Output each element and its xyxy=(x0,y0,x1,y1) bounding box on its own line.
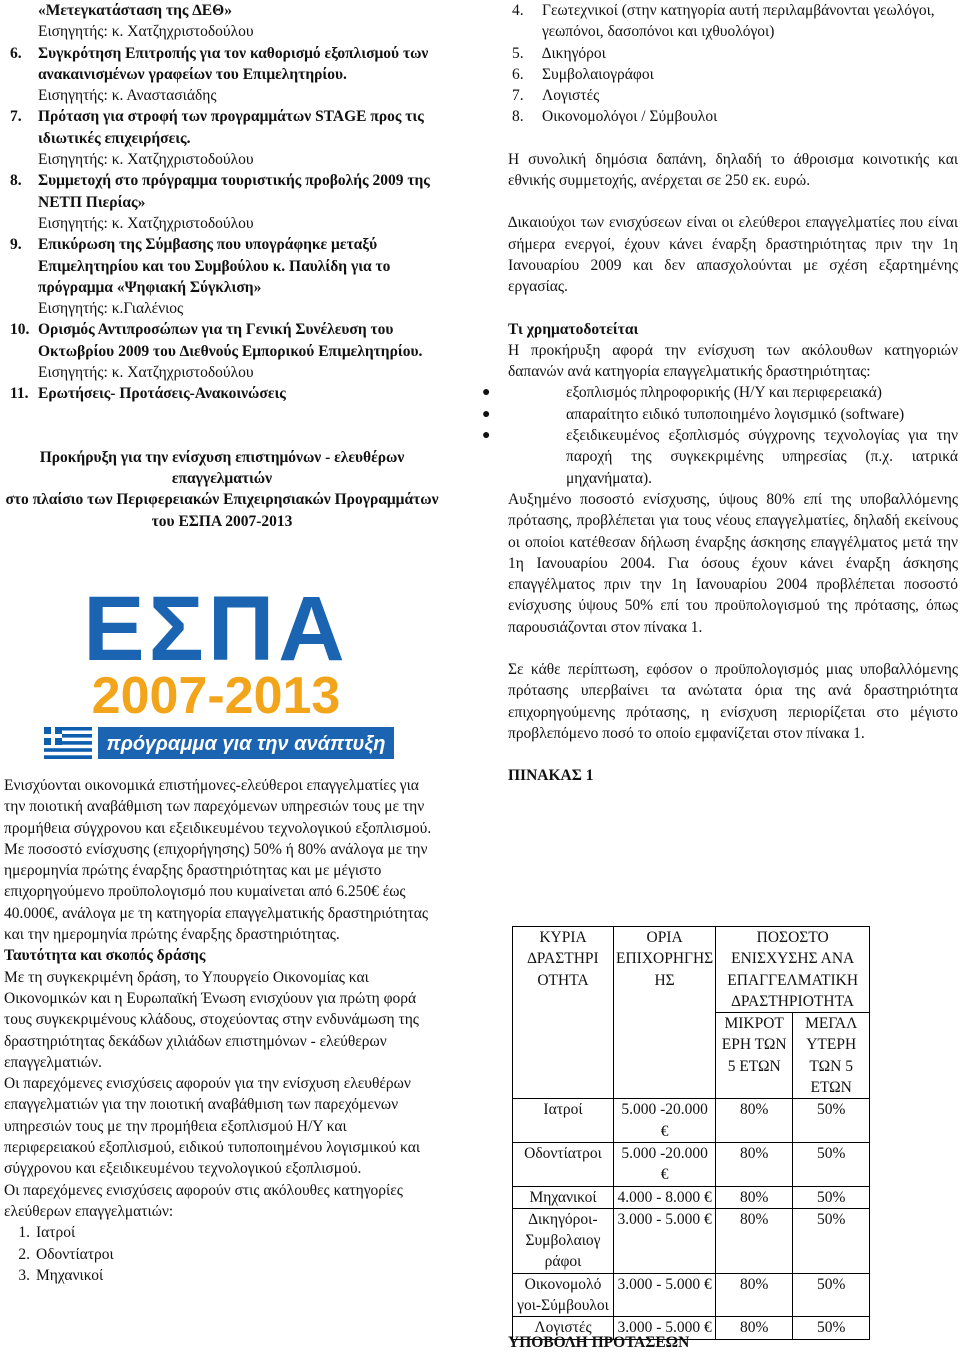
agenda-item xyxy=(4,383,440,404)
category-item xyxy=(4,1265,440,1286)
cell-young: 80% xyxy=(716,1317,793,1339)
right-column xyxy=(482,0,958,787)
category-item xyxy=(508,85,958,106)
greek-flag-icon xyxy=(44,727,92,759)
cell-old: 50% xyxy=(793,1142,870,1186)
cell-limit: 5.000 -20.000 € xyxy=(614,1142,716,1186)
category-label: Μηχανικοί xyxy=(36,1266,104,1284)
table-row xyxy=(513,1208,870,1273)
body-paragraph-4: Οι παρεχόμενες ενισχύσεις αφορούν στις ακόλουθες κατηγορίες ελεύθερων επαγγελματιών: xyxy=(4,1181,403,1220)
agenda-title: Συμμετοχή στο πρόγραμμα τουριστικής προβολής 2009 της ΝΕΤΠ Πιερίας» xyxy=(38,172,430,211)
agenda-item xyxy=(4,106,440,170)
logo-slogan-text: πρόγραμμα για την ανάπτυξη xyxy=(106,733,386,755)
agenda-number: 7. xyxy=(10,108,22,126)
cell-activity: Μηχανικοί xyxy=(513,1186,614,1208)
body-paragraph-2: Με τη συγκεκριμένη δράση, το Υπουργείο Οικονομίας και Οικονομικών και η Ευρωπαϊκή Ένωση ενισχύουν για πρώτη φορά τους συγκεκριμένους κλάδους, στοχεύοντας στην ενδυνάμωση της δραστηριότητας δεκάδων χιλιάδων επιστημόνων - ελεύθερων επαγγελματιών. xyxy=(4,968,419,1071)
bullet-item xyxy=(482,404,958,425)
cell-young: 80% xyxy=(716,1208,793,1273)
category-number: 8. xyxy=(512,108,524,126)
espa-logo xyxy=(36,582,396,762)
beneficiaries-paragraph: ∆ικαιούχοι των ενισχύσεων είναι οι ελεύθεροι επαγγελματίες που είναι σήμερα ενεργοί, έχουν κάνει έναρξη δραστηριότητας πριν την 1η Ιανουαρίου 2009 και δεν απασχολούνται με σχέση εξαρτημένης εργασίας. xyxy=(508,214,958,296)
headline-secondary: στο πλαίσιο των Περιφερειακών Επιχειρησιακών Προγραμμάτων του ΕΣΠΑ 2007-2013 xyxy=(5,491,439,530)
agenda-number: 11. xyxy=(10,385,29,403)
category-number: 6. xyxy=(512,65,524,83)
espa-logo-graphic xyxy=(36,582,396,762)
cell-young: 80% xyxy=(716,1186,793,1208)
cell-activity: Οικονομολό γοι-Σύμβουλοι xyxy=(513,1273,614,1317)
agenda-item xyxy=(4,170,440,234)
cell-old: 50% xyxy=(793,1273,870,1317)
cell-activity: ∆ικηγόροι-Συμβολαιογ ράφοι xyxy=(513,1208,614,1273)
category-label: Συμβολαιογράφοι xyxy=(542,65,654,83)
agenda-rapporteur: Εισηγητής: κ. Χατζηχριστοδούλου xyxy=(38,214,254,232)
bullet-icon: ● xyxy=(482,428,491,444)
agenda-item xyxy=(4,43,440,107)
footer-title: ΥΠΟΒΟΛΗ ΠΡΟΤΑΣΕΩΝ xyxy=(508,1334,690,1351)
cell-limit: 3.000 - 5.000 € xyxy=(614,1208,716,1273)
category-number: 2. xyxy=(18,1245,30,1263)
bullet-item xyxy=(482,425,958,489)
category-label: Ιατροί xyxy=(36,1224,76,1242)
budget-paragraph: Η συνολική δημόσια δαπάνη, δηλαδή το άθροισμα κοινοτικής και εθνικής συμμετοχής, ανέρχεται σε 250 εκ. ευρώ. xyxy=(508,150,958,190)
cell-young: 80% xyxy=(716,1142,793,1186)
agenda-rapporteur: Εισηγητής: κ. Χατζηχριστοδούλου xyxy=(38,364,254,382)
any-case-paragraph: Σε κάθε περίπτωση, εφόσον ο προϋπολογισμός μιας υποβαλλόμενης πρότασης υπερβαίνει τα ανώτατα όρια της ανά δραστηριότητα επιχορηγούμενης πρότασης, η ενίσχυση περιορίζεται στο μέγιστο προβλεπόμενο ποσό το οποίο εμφανίζεται στον πίνακα 1. xyxy=(508,661,958,742)
section-title: Ταυτότητα και σκοπός δράσης xyxy=(4,947,206,965)
agenda-number: 6. xyxy=(10,44,22,62)
agenda-item xyxy=(4,319,440,383)
header-small: ΜΙΚΡΟΤ ΕΡΗ ΤΩΝ 5 ΕΤΩΝ xyxy=(716,1013,793,1099)
increased-paragraph: Αυξημένο ποσοστό ενίσχυσης, ύψους 80% επί της υποβαλλόμενης πρότασης, προβλέπεται για τους νέους επαγγελματίες, δηλαδή εκείνους οι οποίοι κατέθεσαν δήλωση έναρξης άσκησης επαγγέλματος μετά την 1η Ιανουαρίου 2004. Για όσους έχουν κάνει έναρξη άσκησης επαγγέλματος πριν την 1η Ιανουαρίου 2004 προβλέπεται ποσοστό ενίσχυσης ύψους 50% επί του προϋπολογισμού της πρότασης, όπως παρουσιάζονται στον πίνακα 1. xyxy=(508,490,958,636)
body-paragraph-1: Ενισχύονται οικονομικά επιστήμονες-ελεύθεροι επαγγελματίες για την ποιοτική αναβάθμιση των παρεχόμενων υπηρεσιών τους με την προμήθεια σύγχρονου και εξειδικευμένου τεχνολογικού εξοπλισμού. Με ποσοστό ενίσχυσης (επιχορήγησης) 50% ή 80% ανάλογα με την ημερομηνία πρώτης έναρξης δραστηριότητας και με μέγιστο επιχορηγούμενο προϋπολογισμό που κυμαίνεται από 6.250€ έως 40.000€, ανάλογα με τη κατηγορία επαγγελματικής δραστηριότητας και την ημερομηνία πρώτης έναρξης δραστηριότητας. xyxy=(4,777,432,944)
category-number: 4. xyxy=(512,2,524,19)
category-number: 7. xyxy=(512,87,524,105)
cell-old: 50% xyxy=(793,1317,870,1339)
category-number: 1. xyxy=(18,1224,30,1242)
agenda-number: 8. xyxy=(10,172,22,190)
agenda-title: Επικύρωση της Σύμβασης που υπογράφηκε μεταξύ Επιμελητηρίου και του Συμβούλου κ. Παυλίδη για το πρόγραμμα «Ψηφιακή Σύγκλιση» xyxy=(38,236,391,296)
logo-years-text: 2007-2013 xyxy=(91,667,341,725)
agenda-number: 10. xyxy=(10,321,30,339)
category-label: ∆ικηγόροι xyxy=(542,44,606,62)
agenda-rapporteur: Εισηγητής: κ. Αναστασιάδης xyxy=(38,87,217,105)
category-label: Οδοντίατροι xyxy=(36,1245,114,1263)
cell-young: 80% xyxy=(716,1099,793,1143)
bullet-text: απαραίτητο ειδικό τυποποιημένο λογισμικό (software) xyxy=(566,405,905,423)
bullet-text: εξειδικευμένος εξοπλισμός σύγχρονης τεχνολογίας για την παροχή της συγκεκριμένης υπηρεσίας (π.χ. ιατρικά μηχανήματα). xyxy=(566,427,958,487)
category-number: 5. xyxy=(512,44,524,62)
table-row xyxy=(513,1273,870,1317)
funded-title: Τι χρηματοδοτείται xyxy=(508,320,639,338)
body-paragraph-3: Οι παρεχόμενες ενισχύσεις αφορούν για την ενίσχυση ελευθέρων επαγγελματιών για την ποιοτική αναβάθμιση των παρεχόμενων υπηρεσιών τους με την προμήθεια εξοπλισμού Η/Υ και περιφερειακού εξοπλισμού, ειδικού τυποποιημένου λογισμικού και σύγχρονου και εξειδικευμένου τεχνολογικού εξοπλισμού. xyxy=(4,1075,420,1178)
bullet-icon: ● xyxy=(482,406,491,422)
category-item xyxy=(4,1244,440,1265)
cell-limit: 4.000 - 8.000 € xyxy=(614,1186,716,1208)
agenda-rapporteur: Εισηγητής: κ. Χατζηχριστοδούλου xyxy=(38,151,254,169)
agenda-number: 9. xyxy=(10,236,22,254)
agenda-title: Ορισμός Αντιπροσώπων για τη Γενική Συνέλευση του Οκτωβρίου 2009 του ∆ιεθνούς Εμπορικού Επιμελητηρίου. xyxy=(38,321,423,360)
category-label: Λογιστές xyxy=(542,87,600,105)
cell-limit: 5.000 -20.000 € xyxy=(614,1099,716,1143)
table-row xyxy=(513,1099,870,1143)
agenda-item xyxy=(4,234,440,319)
agenda-title: Συγκρότηση Επιτροπής για τον καθορισμό εξοπλισμού των ανακαινισμένων γραφείων του Επιμελητηρίου. xyxy=(38,44,429,83)
header-percent: ΠΟΣΟΣΤΟ ΕΝΙΣΧΥΣΗΣ ΑΝΑ ΕΠΑΓΓΕΛΜΑΤΙΚΗ ∆ΡΑΣΤΗΡΙΟΤΗΤΑ xyxy=(716,927,870,1013)
logo-main-text: ΕΣΠΑ xyxy=(83,582,349,680)
agenda-rapporteur: Εισηγητής: κ.Γιαλένιος xyxy=(38,300,184,318)
category-item xyxy=(4,1222,440,1243)
cell-activity: Οδοντίατροι xyxy=(513,1142,614,1186)
agenda-title: Πρόταση για στροφή των προγραμμάτων STAGE προς τις ιδιωτικές επιχειρήσεις. xyxy=(38,108,424,147)
cell-activity: Ιατροί xyxy=(513,1099,614,1143)
agenda-title: Ερωτήσεις- Προτάσεις-Ανακοινώσεις xyxy=(38,385,286,403)
left-column xyxy=(4,0,440,532)
table-title: ΠΙΝΑΚΑΣ 1 xyxy=(508,767,594,785)
subsidy-table xyxy=(512,926,870,1340)
header-large: ΜΕΓΑΛ ΥΤΕΡΗ ΤΩΝ 5 ΕΤΩΝ xyxy=(793,1013,870,1099)
cell-young: 80% xyxy=(716,1273,793,1317)
bullet-icon: ● xyxy=(482,385,491,401)
category-number: 3. xyxy=(18,1266,30,1284)
category-item xyxy=(508,106,958,127)
cell-old: 50% xyxy=(793,1208,870,1273)
category-item xyxy=(508,43,958,64)
header-activity: ΚΥΡΙΑ ∆ΡΑΣΤΗΡΙ ΟΤΗΤΑ xyxy=(513,927,614,1099)
cell-activity: Λογιστές xyxy=(513,1317,614,1339)
intro-rapporteur: Εισηγητής: κ. Χατζηχριστοδούλου xyxy=(38,23,254,41)
header-limit: ΟΡΙΑ ΕΠΙΧΟΡΗΓΗΣ ΗΣ xyxy=(614,927,716,1099)
intro-title: «Μετεγκατάσταση της ∆ΕΘ» xyxy=(38,2,232,19)
category-item xyxy=(508,0,958,43)
cell-limit: 3.000 - 5.000 € xyxy=(614,1273,716,1317)
cell-old: 50% xyxy=(793,1099,870,1143)
category-item xyxy=(508,64,958,85)
funded-intro: Η προκήρυξη αφορά την ενίσχυση των ακόλουθων κατηγοριών δαπανών ανά κατηγορία επαγγελματικής δραστηριότητας: xyxy=(508,341,958,381)
cell-old: 50% xyxy=(793,1186,870,1208)
table-header-row xyxy=(513,927,870,1013)
table-row xyxy=(513,1142,870,1186)
table-row xyxy=(513,1186,870,1208)
bullet-item xyxy=(482,382,958,403)
left-body xyxy=(4,775,440,1286)
cell-limit: 3.000 - 5.000 € xyxy=(614,1317,716,1339)
category-label: Οικονομολόγοι / Σύμβουλοι xyxy=(542,108,718,126)
headline-primary: Προκήρυξη για την ενίσχυση επιστημόνων - ελευθέρων επαγγελματιών xyxy=(39,448,405,487)
bullet-text: εξοπλισμός πληροφορικής (Η/Υ και περιφερειακά) xyxy=(566,384,882,402)
category-label: Γεωτεχνικοί (στην κατηγορία αυτή περιλαμβάνονται γεωλόγοι, γεωπόνοι, δασοπόνοι και ιχθυολόγοι) xyxy=(542,2,935,41)
